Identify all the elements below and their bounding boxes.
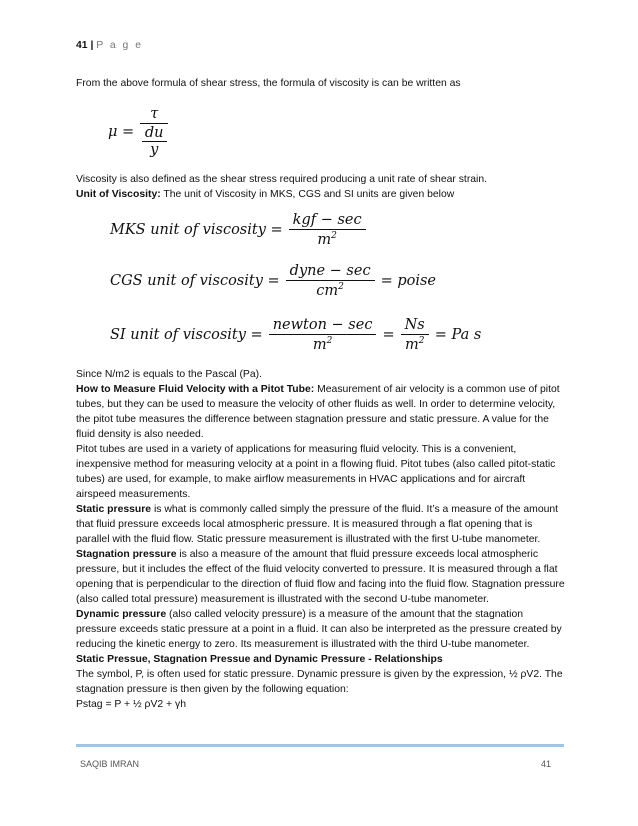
cgs-denominator: [316, 281, 344, 299]
mks-formula: [110, 212, 372, 248]
si-numerator-2: Ns: [401, 317, 429, 335]
si-den-base-1: m: [312, 336, 327, 353]
footer-author: SAQIB IMRAN: [80, 759, 140, 769]
footer-divider: [76, 744, 564, 747]
cgs-den-exp: 2: [338, 282, 344, 292]
mu-numerator: τ: [140, 106, 168, 124]
stagnation-label: Stagnation pressure: [76, 549, 177, 560]
mu-den-den: y: [150, 142, 159, 158]
cgs-rhs: = poise: [380, 272, 436, 289]
dynamic-label: Dynamic pressure: [76, 609, 167, 620]
pascal-paragraph: Since N/m2 is equals to the Pascal (Pa).: [76, 369, 262, 380]
unit-paragraph: [76, 187, 566, 202]
static-label: Static pressure: [76, 504, 152, 515]
mu-fraction: [140, 106, 168, 158]
pstag-equation: Pstag = P + ½ ρV2 + γh: [76, 699, 186, 710]
static-paragraph: [76, 502, 566, 547]
cgs-numerator: dyne − sec: [286, 263, 375, 281]
stagnation-paragraph: [76, 547, 566, 607]
viscosity-formula: [108, 106, 174, 158]
static-text: is what is commonly called simply the pressure of the fluid. It’s a measure of the amount that fluid pressure exceeds local atmospheric pressure. It is measured through a flat opening that is parallel with the fluid flow. Static pressure measurement is illustrated with the first U-tube manometer.: [76, 504, 559, 545]
dynamic-paragraph: [76, 607, 566, 652]
intro-paragraph: From the above formula of shear stress, the formula of viscosity is can be written as: [76, 78, 461, 89]
mks-numerator: kgf − sec: [289, 212, 366, 230]
symbol-paragraph: The symbol, P, is often used for static pressure. Dynamic pressure is given by the expression, ½ ρV2. The stagnation pressure is then given by the following equation:: [76, 669, 563, 695]
pitot-label: How to Measure Fluid Velocity with a Pitot Tube:: [76, 384, 315, 395]
si-lhs: SI unit of viscosity =: [110, 326, 263, 343]
unit-label: Unit of Viscosity:: [76, 189, 161, 200]
dynamic-text: (also called velocity pressure) is a measure of the amount that the stagnation pressure exceeds static pressure at a point in a fluid. It can also be interpreted as the pressure created by reducing the kinetic energy to zero. Its measurement is illustrated with the third U-tube manometer.: [76, 609, 562, 650]
si-formula: [110, 317, 481, 353]
footer-page-number: 41: [541, 759, 552, 769]
mks-lhs: MKS unit of viscosity =: [110, 221, 283, 238]
mks-den-base: m: [317, 231, 332, 248]
pitot-paragraph: [76, 382, 566, 442]
mu-denominator: [142, 124, 167, 158]
cgs-formula: [110, 263, 436, 299]
relationships-heading: Static Pressue, Stagnation Pressue and Dynamic Pressure - Relationships: [76, 654, 443, 665]
pitot-applications: Pitot tubes are used in a variety of applications for measuring fluid velocity. This is a convenient, inexpensive method for measuring velocity at a point in a flowing fluid. Pitot tubes (also called pitot-static tubes) are used, for example, to make airflow measurements in HVAC applications and for aircraft airspeed measurements.: [76, 444, 556, 500]
si-den-exp-1: 2: [326, 336, 333, 346]
stagnation-text: is also a measure of the amount that fluid pressure exceeds local atmospheric pressure, but it includes the effect of the fluid velocity converted to pressure. It is measured through a flat opening that is perpendicular to the direction of fluid flow and facing into the fluid flow. Stagnation pressure (also called total pressure) measurement is illustrated with the second U-tube manometer.: [76, 549, 565, 605]
header-page-number: 41: [76, 40, 88, 51]
si-fraction-2: [401, 317, 429, 353]
mu-lhs: μ =: [108, 124, 135, 140]
mks-denominator: [317, 230, 336, 248]
mu-den-num: du: [142, 125, 167, 142]
cgs-lhs: CGS unit of viscosity =: [110, 272, 280, 289]
si-den-exp-2: 2: [418, 336, 425, 346]
unit-text: The unit of Viscosity in MKS, CGS and SI units are given below: [160, 189, 455, 200]
mks-den-exp: 2: [331, 231, 337, 241]
si-rhs: = Pa s: [434, 326, 482, 343]
si-den-base-2: m: [404, 336, 419, 353]
cgs-den-base: cm: [316, 282, 339, 299]
header-separator: |: [90, 40, 94, 51]
si-equals: =: [382, 326, 395, 343]
si-fraction-1: [269, 317, 377, 353]
viscosity-definition: Viscosity is also defined as the shear stress required producing a unit rate of shear strain.: [76, 174, 488, 185]
pitot-text: Measurement of air velocity is a common use of pitot tubes, but they can be used to measure the velocity of other fluids as well. In order to determine velocity, the pitot tube measures the difference between stagnation pressure and static pressure. A value for the fluid density is also needed.: [76, 384, 560, 440]
si-denominator-2: [405, 335, 424, 353]
si-numerator-1: newton − sec: [269, 317, 377, 335]
header-page-word: P a g e: [96, 40, 144, 51]
cgs-fraction: [286, 263, 375, 299]
page-header: [76, 40, 143, 51]
mks-fraction: [289, 212, 366, 248]
si-denominator-1: [313, 335, 332, 353]
